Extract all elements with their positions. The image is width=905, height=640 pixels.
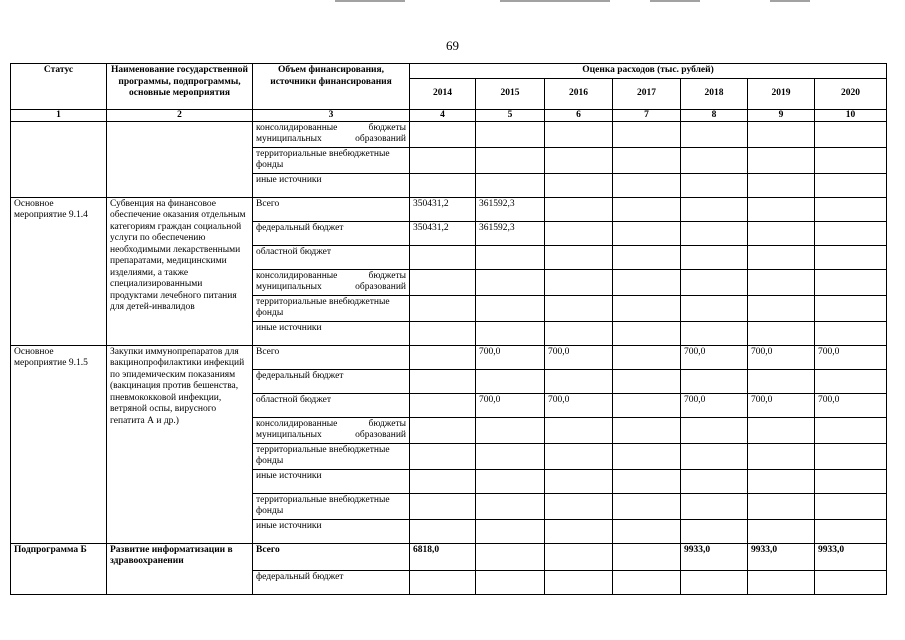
value-cell: 700,0 xyxy=(815,345,887,369)
value-cell: 350431,2 xyxy=(410,221,476,245)
scan-artifact-line xyxy=(335,0,405,2)
value-cell xyxy=(476,519,545,543)
value-cell: 700,0 xyxy=(681,393,748,417)
value-cell xyxy=(410,443,476,469)
source-cell: иные источники xyxy=(253,519,410,543)
value-cell xyxy=(545,269,613,295)
value-cell xyxy=(410,393,476,417)
table-row xyxy=(11,121,887,147)
value-cell xyxy=(545,173,613,197)
source-cell: консолидированные бюджеты муниципальных образований xyxy=(253,417,410,443)
header-year: 2014 xyxy=(410,78,476,109)
source-cell: иные источники xyxy=(253,469,410,493)
value-cell xyxy=(815,197,887,221)
source-cell: иные источники xyxy=(253,321,410,345)
financing-table xyxy=(10,63,887,595)
value-cell xyxy=(815,147,887,173)
source-cell: консолидированные бюджеты муниципальных образований xyxy=(253,269,410,295)
value-cell xyxy=(681,245,748,269)
value-cell xyxy=(613,147,681,173)
value-cell xyxy=(681,121,748,147)
value-cell xyxy=(748,173,815,197)
value-cell xyxy=(815,417,887,443)
value-cell xyxy=(613,345,681,369)
value-cell xyxy=(613,443,681,469)
value-cell: 700,0 xyxy=(476,393,545,417)
header-year: 2017 xyxy=(613,78,681,109)
value-cell xyxy=(748,519,815,543)
header-year: 2016 xyxy=(545,78,613,109)
page-number: 69 xyxy=(446,38,459,53)
value-cell xyxy=(681,147,748,173)
value-cell xyxy=(681,369,748,393)
value-cell xyxy=(815,221,887,245)
value-cell: 700,0 xyxy=(545,393,613,417)
value-cell xyxy=(545,543,613,570)
value-cell xyxy=(815,570,887,594)
value-cell: 700,0 xyxy=(545,345,613,369)
value-cell xyxy=(410,147,476,173)
name-cell: Субвенция на финансовое обеспечение оказания отдельным категориям граждан социальной услуги по обеспечению необходимыми лекарственными препаратами, медицинскими изделиями, а также специализированными продуктами лечебного питания для детей-инвалидов xyxy=(107,197,253,345)
source-cell: федеральный бюджет xyxy=(253,570,410,594)
value-cell xyxy=(681,221,748,245)
name-cell: Закупки иммунопрепаратов для вакцинопрофилактики инфекций по эпидемическим показаниям (вакцинация против бешенства, пневмококковой инфекции, ветряной оспы, вирусного гепатита А и др.) xyxy=(107,345,253,543)
value-cell xyxy=(613,369,681,393)
value-cell xyxy=(748,417,815,443)
value-cell xyxy=(410,121,476,147)
source-cell: иные источники xyxy=(253,173,410,197)
value-cell xyxy=(748,295,815,321)
value-cell xyxy=(748,245,815,269)
source-cell: федеральный бюджет xyxy=(253,369,410,393)
value-cell xyxy=(815,173,887,197)
table-row xyxy=(11,345,887,369)
value-cell xyxy=(748,221,815,245)
value-cell: 361592,3 xyxy=(476,221,545,245)
value-cell xyxy=(410,345,476,369)
value-cell xyxy=(545,197,613,221)
value-cell xyxy=(545,221,613,245)
value-cell: 700,0 xyxy=(476,345,545,369)
column-number: 4 xyxy=(410,109,476,121)
source-cell: территориальные внебюджетные фонды xyxy=(253,295,410,321)
value-cell xyxy=(815,493,887,519)
value-cell: 361592,3 xyxy=(476,197,545,221)
value-cell xyxy=(476,269,545,295)
value-cell: 6818,0 xyxy=(410,543,476,570)
value-cell xyxy=(410,570,476,594)
value-cell xyxy=(748,197,815,221)
value-cell xyxy=(410,519,476,543)
source-cell: Всего xyxy=(253,543,410,570)
value-cell xyxy=(613,269,681,295)
value-cell xyxy=(410,417,476,443)
value-cell xyxy=(681,269,748,295)
value-cell xyxy=(748,269,815,295)
value-cell xyxy=(613,221,681,245)
value-cell xyxy=(681,295,748,321)
value-cell xyxy=(681,519,748,543)
header-volume: Объем финансирования, источники финансирования xyxy=(253,64,410,110)
value-cell xyxy=(476,121,545,147)
value-cell xyxy=(476,173,545,197)
source-cell: Всего xyxy=(253,345,410,369)
value-cell: 700,0 xyxy=(748,345,815,369)
value-cell xyxy=(410,369,476,393)
source-cell: территориальные внебюджетные фонды xyxy=(253,443,410,469)
value-cell xyxy=(476,321,545,345)
source-cell: территориальные внебюджетные фонды xyxy=(253,493,410,519)
column-numbers-row xyxy=(11,109,887,121)
value-cell xyxy=(545,321,613,345)
header-estimate: Оценка расходов (тыс. рублей) xyxy=(410,64,887,79)
column-number: 7 xyxy=(613,109,681,121)
column-number: 9 xyxy=(748,109,815,121)
name-cell xyxy=(107,121,253,197)
table-body xyxy=(11,121,887,594)
value-cell: 700,0 xyxy=(748,393,815,417)
value-cell xyxy=(613,543,681,570)
value-cell xyxy=(681,173,748,197)
header-status: Статус xyxy=(11,64,107,110)
value-cell xyxy=(545,369,613,393)
value-cell xyxy=(476,147,545,173)
value-cell xyxy=(613,519,681,543)
value-cell xyxy=(410,295,476,321)
value-cell xyxy=(613,173,681,197)
value-cell xyxy=(476,543,545,570)
value-cell xyxy=(613,197,681,221)
table-row xyxy=(11,543,887,570)
value-cell xyxy=(815,269,887,295)
header-year: 2019 xyxy=(748,78,815,109)
value-cell xyxy=(476,493,545,519)
value-cell xyxy=(410,173,476,197)
source-cell: федеральный бюджет xyxy=(253,221,410,245)
value-cell xyxy=(545,469,613,493)
value-cell xyxy=(748,469,815,493)
value-cell xyxy=(545,417,613,443)
scan-artifact-line xyxy=(500,0,610,2)
value-cell xyxy=(410,469,476,493)
header-name: Наименование государственной программы, подпрограммы, основные мероприятия xyxy=(107,64,253,110)
value-cell xyxy=(681,493,748,519)
value-cell xyxy=(545,147,613,173)
value-cell xyxy=(613,417,681,443)
value-cell xyxy=(815,519,887,543)
value-cell xyxy=(476,417,545,443)
value-cell xyxy=(476,469,545,493)
value-cell xyxy=(815,121,887,147)
value-cell xyxy=(545,245,613,269)
scan-artifact-line xyxy=(770,0,810,2)
source-cell: территориальные внебюджетные фонды xyxy=(253,147,410,173)
value-cell xyxy=(410,269,476,295)
source-cell: областной бюджет xyxy=(253,245,410,269)
header-year: 2018 xyxy=(681,78,748,109)
value-cell xyxy=(476,570,545,594)
value-cell xyxy=(681,443,748,469)
value-cell xyxy=(681,197,748,221)
value-cell xyxy=(613,295,681,321)
value-cell: 9933,0 xyxy=(681,543,748,570)
value-cell: 9933,0 xyxy=(815,543,887,570)
value-cell xyxy=(613,570,681,594)
source-cell: Всего xyxy=(253,197,410,221)
name-cell: Развитие информатизации в здравоохранении xyxy=(107,543,253,594)
value-cell xyxy=(681,417,748,443)
value-cell xyxy=(545,121,613,147)
value-cell xyxy=(410,321,476,345)
source-cell: областной бюджет xyxy=(253,393,410,417)
column-number: 5 xyxy=(476,109,545,121)
value-cell xyxy=(748,321,815,345)
value-cell xyxy=(815,295,887,321)
column-number: 2 xyxy=(107,109,253,121)
header-year: 2015 xyxy=(476,78,545,109)
column-number: 1 xyxy=(11,109,107,121)
value-cell xyxy=(410,493,476,519)
value-cell xyxy=(545,295,613,321)
value-cell xyxy=(748,570,815,594)
source-cell: консолидированные бюджеты муниципальных образований xyxy=(253,121,410,147)
value-cell xyxy=(815,245,887,269)
value-cell xyxy=(748,147,815,173)
value-cell xyxy=(748,369,815,393)
value-cell xyxy=(476,369,545,393)
value-cell xyxy=(410,245,476,269)
value-cell xyxy=(613,121,681,147)
value-cell xyxy=(613,245,681,269)
value-cell xyxy=(476,295,545,321)
status-cell: Подпрограмма Б xyxy=(11,543,107,594)
value-cell xyxy=(681,570,748,594)
value-cell xyxy=(613,469,681,493)
value-cell xyxy=(476,443,545,469)
column-number: 6 xyxy=(545,109,613,121)
status-cell: Основное мероприятие 9.1.5 xyxy=(11,345,107,543)
value-cell: 700,0 xyxy=(681,345,748,369)
table-row xyxy=(11,197,887,221)
value-cell xyxy=(815,369,887,393)
value-cell xyxy=(545,570,613,594)
value-cell xyxy=(815,321,887,345)
status-cell xyxy=(11,121,107,197)
value-cell: 9933,0 xyxy=(748,543,815,570)
column-number: 3 xyxy=(253,109,410,121)
scan-artifact-line xyxy=(650,0,700,2)
column-number: 8 xyxy=(681,109,748,121)
value-cell: 700,0 xyxy=(815,393,887,417)
value-cell xyxy=(613,493,681,519)
header-year: 2020 xyxy=(815,78,887,109)
value-cell xyxy=(748,443,815,469)
value-cell xyxy=(815,469,887,493)
value-cell xyxy=(613,321,681,345)
value-cell xyxy=(681,321,748,345)
value-cell: 350431,2 xyxy=(410,197,476,221)
value-cell xyxy=(748,493,815,519)
status-cell: Основное мероприятие 9.1.4 xyxy=(11,197,107,345)
value-cell xyxy=(476,245,545,269)
value-cell xyxy=(748,121,815,147)
value-cell xyxy=(545,493,613,519)
column-number: 10 xyxy=(815,109,887,121)
value-cell xyxy=(613,393,681,417)
value-cell xyxy=(545,519,613,543)
value-cell xyxy=(815,443,887,469)
value-cell xyxy=(681,469,748,493)
value-cell xyxy=(545,443,613,469)
